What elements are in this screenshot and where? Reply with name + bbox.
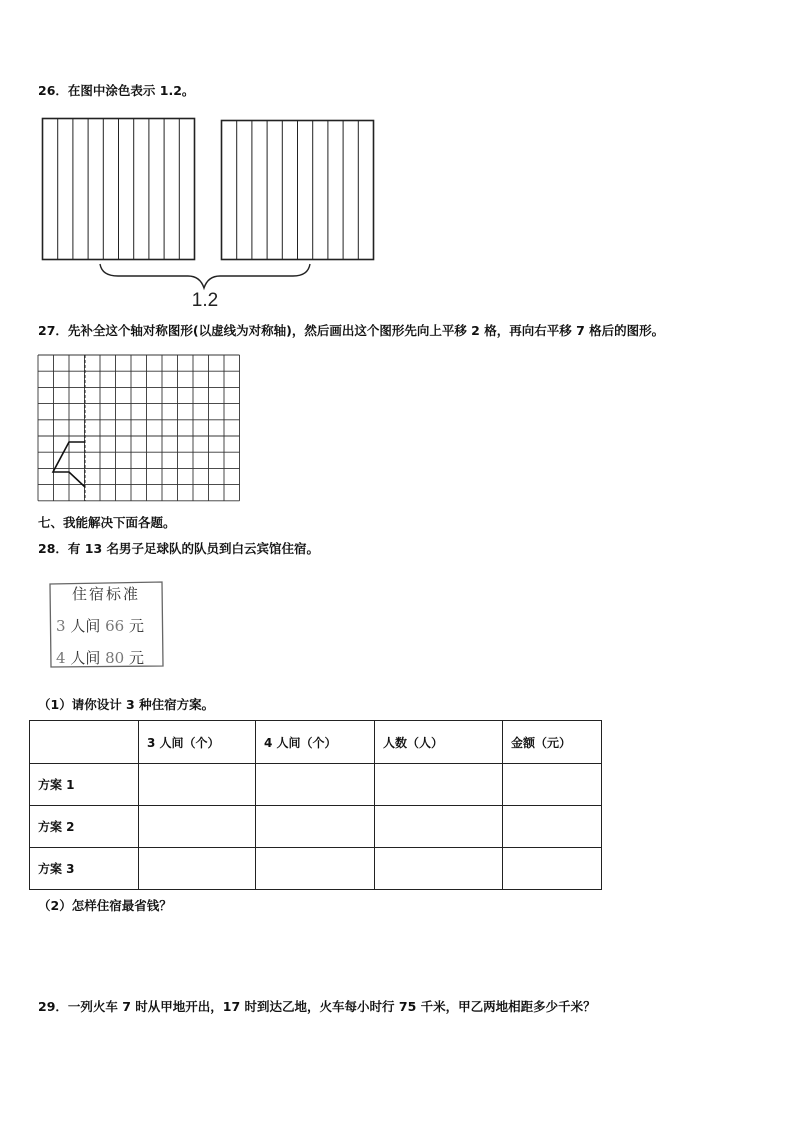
table-row (30, 764, 602, 806)
plan-table (29, 720, 602, 890)
answer-cell[interactable] (139, 806, 256, 848)
answer-cell[interactable] (139, 764, 256, 806)
symmetry-grid[interactable] (37, 354, 245, 504)
table-row (30, 806, 602, 848)
shading-square-left[interactable] (43, 119, 195, 260)
decimal-bars-diagram (38, 114, 383, 310)
row-label: 方案 1 (30, 764, 139, 806)
currency-1: 元 (129, 617, 145, 635)
answer-cell[interactable] (503, 806, 602, 848)
room-unit-2: 人间 (70, 649, 101, 667)
price-row-2 (56, 647, 144, 668)
header-blank (30, 721, 139, 764)
curly-brace (100, 264, 310, 288)
question-28-text: 28．有 13 名男子足球队的队员到白云宾馆住宿。 (38, 541, 319, 556)
header-amount: 金额（元） (503, 721, 602, 764)
price-row-1 (56, 615, 144, 636)
answer-cell[interactable] (139, 848, 256, 890)
table-row (30, 848, 602, 890)
header-3-person-rooms: 3 人间（个） (139, 721, 256, 764)
question-28-part-2: （2）怎样住宿最省钱？ (38, 898, 172, 913)
row-label: 方案 3 (30, 848, 139, 890)
header-4-person-rooms: 4 人间（个） (256, 721, 375, 764)
brace-label: 1.2 (191, 290, 219, 310)
row-label: 方案 2 (30, 806, 139, 848)
answer-cell[interactable] (375, 764, 503, 806)
answer-cell[interactable] (256, 848, 375, 890)
answer-cell[interactable] (375, 848, 503, 890)
room-size-4: 4 (56, 649, 66, 667)
question-28-part-1: （1）请你设计 3 种住宿方案。 (38, 697, 215, 712)
answer-cell[interactable] (256, 806, 375, 848)
answer-cell[interactable] (256, 764, 375, 806)
question-29-text: 29．一列火车 7 时从甲地开出，17 时到达乙地，火车每小时行 75 千米，甲乙两地相距多少千米？ (38, 999, 596, 1014)
price-80: 80 (105, 649, 125, 667)
room-unit-1: 人间 (70, 617, 101, 635)
question-26-text: 26．在图中涂色表示 1.2。 (38, 83, 195, 98)
header-people: 人数（人） (375, 721, 503, 764)
price-card (48, 580, 163, 668)
shading-square-right[interactable] (222, 121, 374, 260)
price-66: 66 (105, 617, 125, 635)
answer-cell[interactable] (375, 806, 503, 848)
answer-cell[interactable] (503, 848, 602, 890)
price-card-title: 住宿标准 (72, 585, 141, 603)
answer-cell[interactable] (503, 764, 602, 806)
question-27-text: 27．先补全这个轴对称图形(以虚线为对称轴)，然后画出这个图形先向上平移 2 格，再向右平移 7 格后的图形。 (38, 323, 665, 338)
section-title: 七、我能解决下面各题。 (38, 515, 176, 530)
room-size-3: 3 (56, 617, 66, 635)
currency-2: 元 (129, 649, 145, 667)
table-header-row (30, 721, 602, 764)
